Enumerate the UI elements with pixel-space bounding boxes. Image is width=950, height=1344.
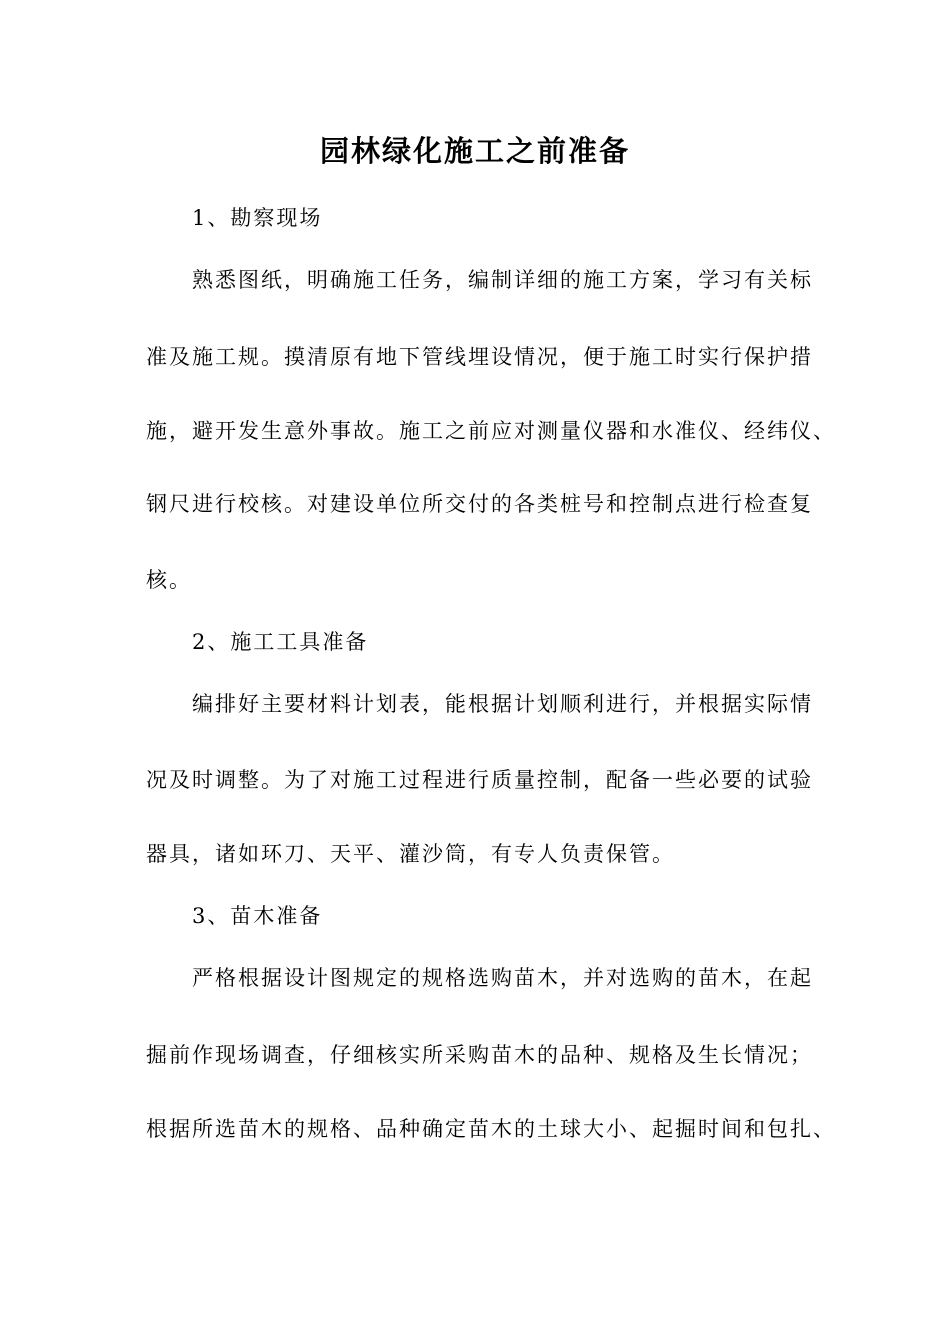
- paragraph-line: 准及施工规。摸清原有地下管线埋设情况，便于施工时实行保护措: [146, 345, 813, 369]
- paragraph-line: 编排好主要材料计划表，能根据计划顺利进行，并根据实际情: [192, 692, 813, 716]
- paragraph-line: 根据所选苗木的规格、品种确定苗木的土球大小、起掘时间和包扎、: [146, 1117, 836, 1141]
- paragraph-line: 熟悉图纸，明确施工任务，编制详细的施工方案，学习有关标: [192, 268, 813, 292]
- paragraph-line: 核。: [146, 568, 192, 592]
- section-heading-tools: 2、施工工具准备: [192, 630, 369, 654]
- paragraph-line: 器具，诸如环刀、天平、灌沙筒，有专人负责保管。: [146, 842, 675, 866]
- paragraph-line: 严格根据设计图规定的规格选购苗木，并对选购的苗木，在起: [192, 966, 813, 990]
- paragraph-line: 掘前作现场调查，仔细核实所采购苗木的品种、规格及生长情况；: [146, 1043, 813, 1067]
- paragraph-line: 况及时调整。为了对施工过程进行质量控制，配备一些必要的试验: [146, 768, 813, 792]
- document-title: 园林绿化施工之前准备: [319, 134, 630, 168]
- section-heading-survey: 1、勘察现场: [192, 206, 323, 230]
- paragraph-line: 钢尺进行校核。对建设单位所交付的各类桩号和控制点进行检查复: [146, 492, 813, 516]
- paragraph-line: 施，避开发生意外事故。施工之前应对测量仪器和水准仪、经纬仪、: [146, 419, 836, 443]
- section-heading-seedlings: 3、苗木准备: [192, 904, 323, 928]
